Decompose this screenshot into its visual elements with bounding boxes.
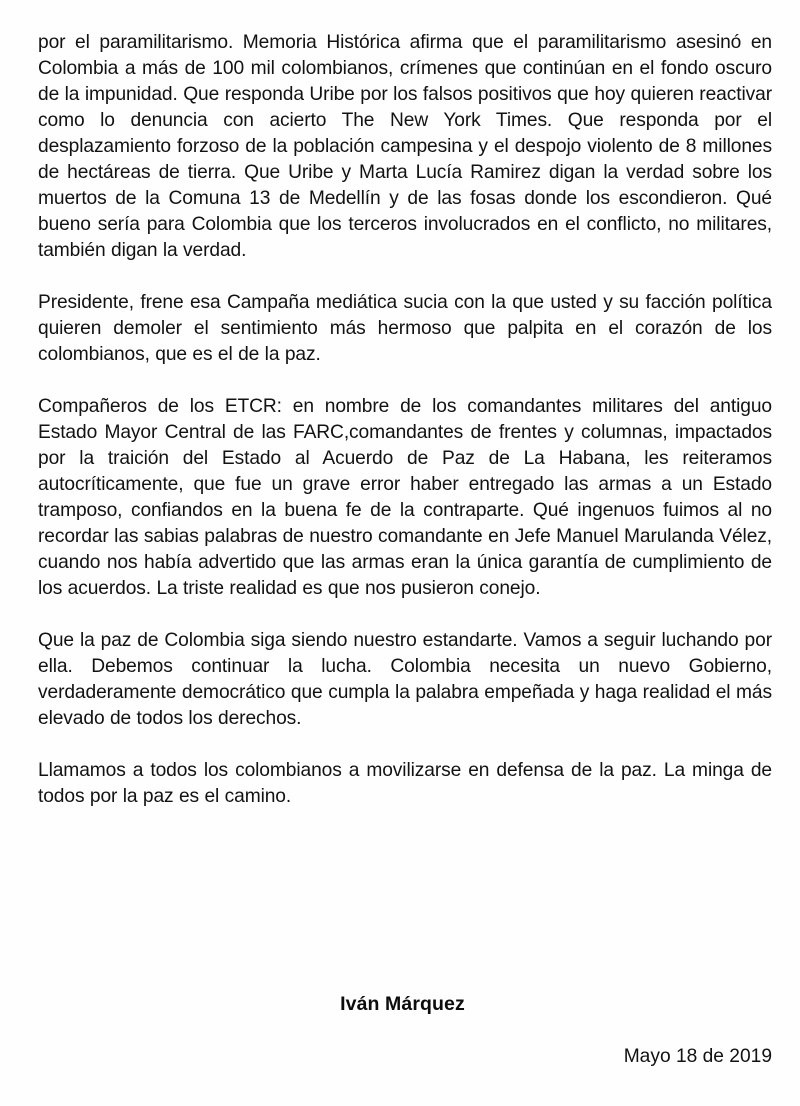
paragraph-2: Presidente, frene esa Campaña mediática sucia con la que usted y su facción política quieren demoler el sentimiento más hermoso que palpita en el corazón de los colombianos, que es el de la paz. — [38, 292, 772, 365]
paragraph-5: Llamamos a todos los colombianos a movilizarse en defensa de la paz. La minga de todos por la paz es el camino. — [38, 760, 772, 807]
paragraph-1: por el paramilitarismo. Memoria Histórica afirma que el paramilitarismo asesinó en Colombia a más de 100 mil colombianos, crímenes que continúan en el fondo oscuro de la impunidad. Que responda Uribe por los falsos positivos que hoy quieren reactivar como lo denuncia con acierto The New York Times. Que responda por el desplazamiento forzoso de la población campesina y el despojo violento de 8 millones de hectáreas de tierra. Que Uribe y Marta Lucía Ramirez digan la verdad sobre los muertos de la Comuna 13 de Medellín y de las fosas donde los escondieron. Qué bueno sería para Colombia que los terceros involucrados en el conflicto, no militares, también digan la verdad. — [38, 32, 772, 261]
signature-name: Iván Márquez — [340, 993, 465, 1015]
document-body — [38, 30, 772, 810]
paragraph-3: Compañeros de los ETCR: en nombre de los comandantes militares del antiguo Estado Mayor Central de las FARC,comandantes de frentes y columnas, impactados por la traición del Estado al Acuerdo de Paz de La Habana, les reiteramos autocríticamente, que fue un grave error haber entregado las armas a un Estado tramposo, confiandos en la buena fe de la contraparte. Qué ingenuos fuimos al no recordar las sabias palabras de nuestro comandante en Jefe Manuel Marulanda Vélez, cuando nos había advertido que las armas eran la única garantía de cumplimiento de los acuerdos. La triste realidad es que nos pusieron conejo. — [38, 396, 772, 599]
paragraph-4: Que la paz de Colombia siga siendo nuestro estandarte. Vamos a seguir luchando por ella. Debemos continuar la lucha. Colombia necesita un nuevo Gobierno, verdaderamente democrático que cumpla la palabra empeñada y haga realidad el más elevado de todos los derechos. — [38, 630, 772, 729]
date-block — [38, 1044, 772, 1070]
signature-block — [38, 991, 772, 1017]
document-date: Mayo 18 de 2019 — [623, 1046, 772, 1067]
